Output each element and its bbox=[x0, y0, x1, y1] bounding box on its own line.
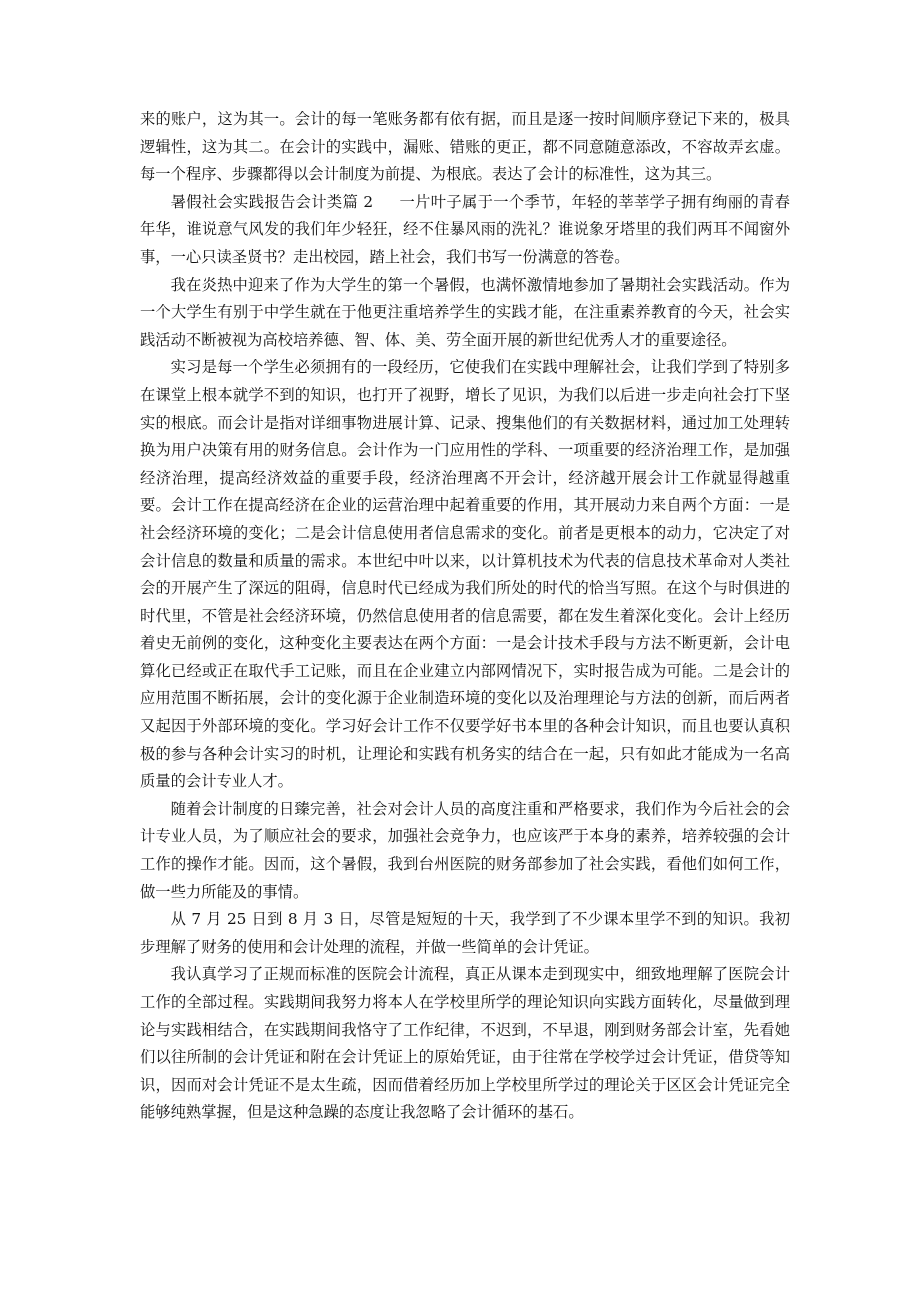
paragraph-internship: 实习是每一个学生必须拥有的一段经历，它使我们在实践中理解社会，让我们学到了特别多在课堂上根本就学不到的知识，也打开了视野，增长了见识，为我们以后进一步走向社会打下坚实的根底。而会计是指对详细事物进展计算、记录、搜集他们的有关数据材料，通过加工处理转换为用户决策有用的财务信息。会计作为一门应用性的学科、一项重要的经济治理工作，是加强经济治理，提高经济效益的重要手段，经济治理离不开会计，经济越开展会计工作就显得越重要。会计工作在提高经济在企业的运营治理中起着重要的作用，其开展动力来自两个方面：一是社会经济环境的变化；二是会计信息使用者信息需求的变化。前者是更根本的动力，它决定了对会计信息的数量和质量的需求。本世纪中叶以来，以计算机技术为代表的信息技术革命对人类社会的开展产生了深远的阻碍，信息时代已经成为我们所处的时代的恰当写照。在这个与时俱进的时代里，不管是社会经济环境，仍然信息使用者的信息需要，都在发生着深化变化。会计上经历着史无前例的变化，这种变化主要表达在两个方面：一是会计技术手段与方法不断更新，会计电算化已经或正在取代手工记账，而且在企业建立内部网情况下，实时报告成为可能。二是会计的应用范围不断拓展，会计的变化源于企业制造环境的变化以及治理理论与方法的创新，而后两者又起因于外部环境的变化。学习好会计工作不仅要学好书本里的各种会计知识，而且也要认真积极的参与各种会计实习的时机，让理论和实践有机务实的结合在一起，只有如此才能成为一名高质量的会计专业人才。 bbox=[140, 358, 790, 791]
section-heading: 暑假社会实践报告会计类篇 2 bbox=[170, 192, 374, 211]
paragraph-first-summer: 我在炎热中迎来了作为大学生的第一个暑假，也满怀激情地参加了暑期社会实践活动。作为一个大学生有别于中学生就在于他更注重培养学生的实践才能，在注重素养教育的今天，社会实践活动不断被视为高校培养德、智、体、美、劳全面开展的新世纪优秀人才的重要途径。 bbox=[140, 275, 790, 349]
paragraph-hospital-process: 我认真学习了正规而标准的医院会计流程，真正从课本走到现实中，细致地理解了医院会计工作的全部过程。实践期间我努力将本人在学校里所学的理论知识向实践方面转化，尽量做到理论与实践相结合，在实践期间我恪守了工作纪律，不迟到，不早退，刚到财务部会计室，先看她们以往所制的会计凭证和附在会计凭证上的原始凭证，由于往常在学校学过会计凭证，借贷等知识，因而对会计凭证不是太生疏，因而借着经历加上学校里所学过的理论关于区区会计凭证完全能够纯熟掌握，但是这种急躁的态度让我忽略了会计循环的基石。 bbox=[140, 965, 790, 1122]
paragraph-continuation: 来的账户，这为其一。会计的每一笔账务都有依有据，而且是逐一按时间顺序登记下来的，极具逻辑性，这为其二。在会计的实践中，漏账、错账的更正，都不同意随意添改，不容故弄玄虚。每一个程序、步骤都得以会计制度为前提、为根底。表达了会计的标准性，这为其三。 bbox=[140, 110, 790, 184]
section-intro: 一片叶子属于一个季节，年轻的莘莘学子拥有绚丽的青春年华，谁说意气风发的我们年少轻狂，经不住暴风雨的洗礼？谁说象牙塔里的我们两耳不闻窗外事，一心只读圣贤书？走出校园，踏上社会，我们书写一份满意的答卷。 bbox=[140, 192, 790, 266]
paragraph-accounting-system: 随着会计制度的日臻完善，社会对会计人员的高度注重和严格要求，我们作为今后社会的会计专业人员，为了顺应社会的要求，加强社会竞争力，也应该严于本身的素养，培养较强的会计工作的操作才能。因而，这个暑假，我到台州医院的财务部参加了社会实践，看他们如何工作，做一些力所能及的事情。 bbox=[140, 799, 790, 901]
section-paragraph bbox=[140, 189, 790, 272]
document-body bbox=[140, 106, 790, 1127]
paragraph-dates: 从 7 月 25 日到 8 月 3 日，尽管是短短的十天，我学到了不少课本里学不到的知识。我初步理解了财务的使用和会计处理的流程，并做一些简单的会计凭证。 bbox=[140, 910, 790, 956]
